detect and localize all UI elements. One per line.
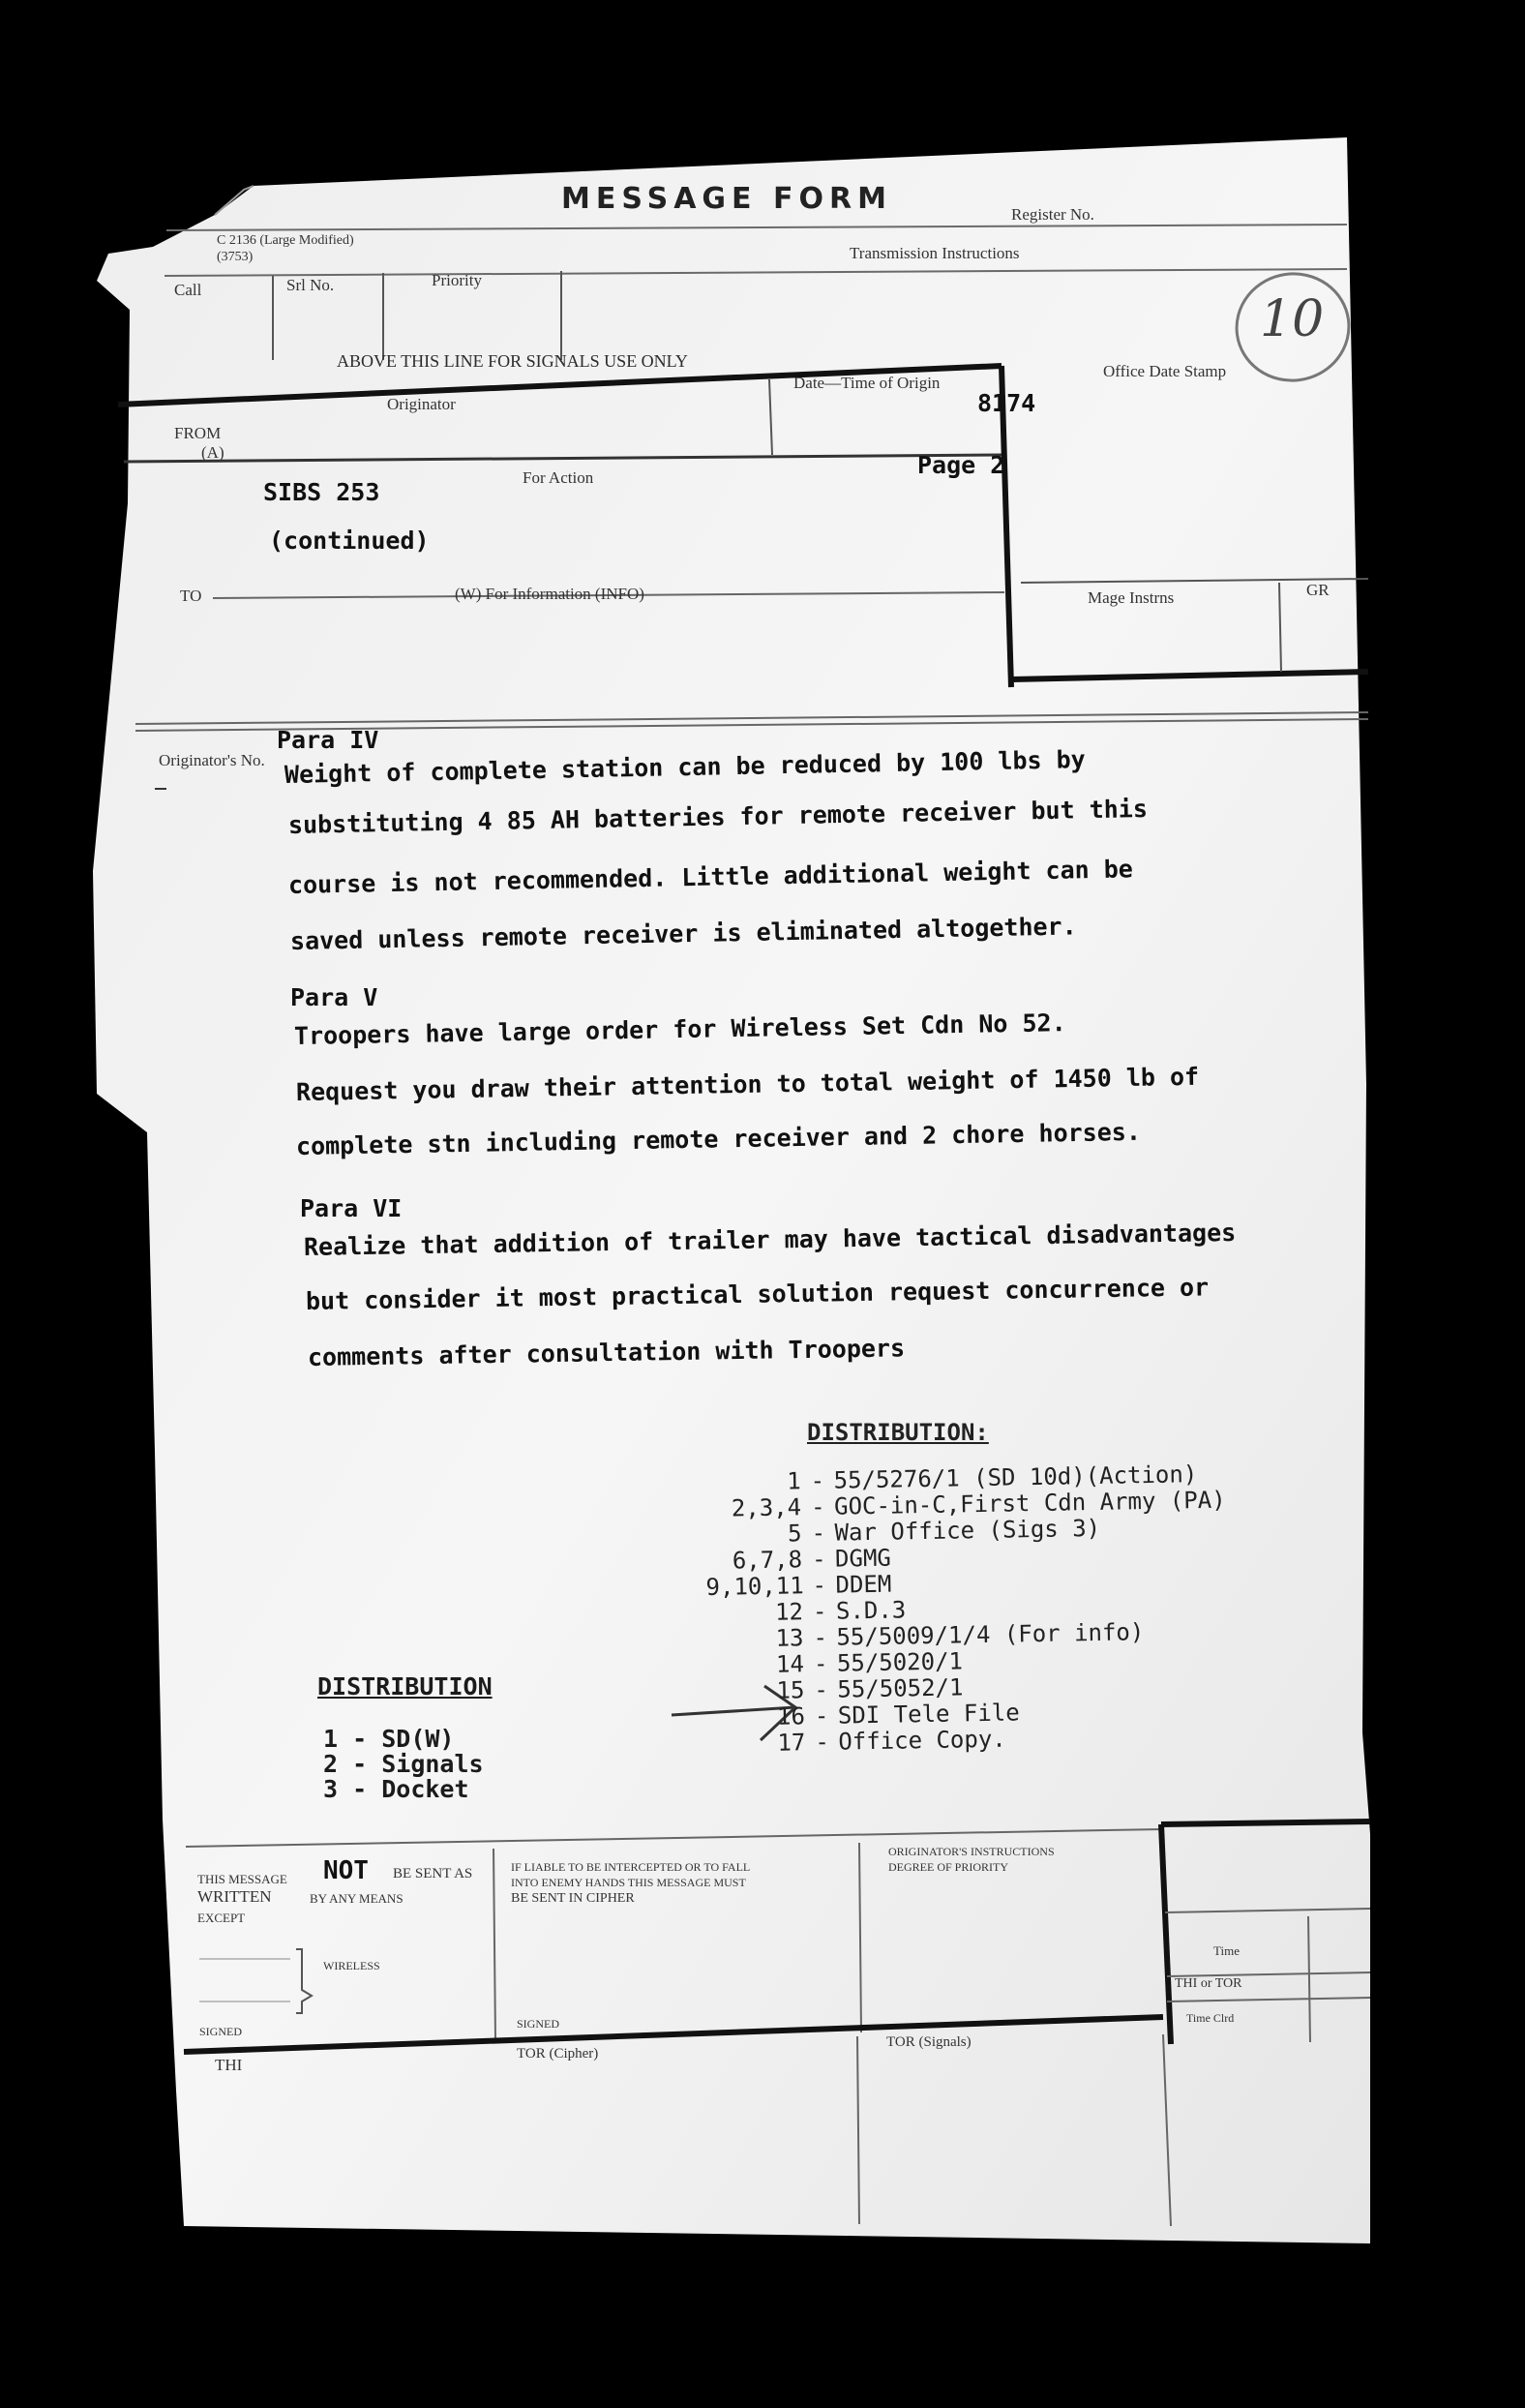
handwritten-page-number: 10 — [1260, 290, 1325, 348]
transmission-label: Transmission Instructions — [850, 244, 1020, 262]
info-label: (W) For Information (INFO) — [455, 585, 644, 603]
left-distribution-entry: 3 - Docket — [323, 1775, 469, 1803]
footer-intercept-1: IF LIABLE TO BE INTERCEPTED OR TO FALL — [511, 1860, 751, 1874]
para-4-line: Weight of complete station can be reduced by 100 lbs by — [284, 745, 1086, 789]
footer-degree-priority: DEGREE OF PRIORITY — [888, 1860, 1009, 1874]
srl-label: Srl No. — [286, 276, 335, 294]
footer-except: EXCEPT — [197, 1911, 246, 1925]
footer-be-sent-as: BE SENT AS — [393, 1866, 473, 1881]
for-action-label: For Action — [523, 468, 594, 487]
footer-written: WRITTEN — [197, 1887, 272, 1906]
date-time-label: Date—Time of Origin — [793, 374, 941, 392]
footer-tor-cipher: TOR (Cipher) — [517, 2046, 599, 2062]
date-time-value: 8174 — [977, 389, 1036, 417]
from-sub-label: (A) — [201, 443, 224, 462]
mage-instrns-label: Mage Instrns — [1088, 588, 1175, 607]
office-stamp-label: Office Date Stamp — [1103, 362, 1227, 380]
call-label: Call — [174, 281, 202, 299]
to-label: TO — [180, 587, 202, 605]
footer-not-stamp: NOT — [323, 1856, 369, 1885]
footer-thi-tor: THI or TOR — [1175, 1976, 1242, 1991]
footer-wireless: WIRELESS — [323, 1959, 380, 1972]
footer-intercept-2: INTO ENEMY HANDS THIS MESSAGE MUST — [511, 1876, 746, 1889]
para-6-line: but consider it most practical solution request concurrence or — [305, 1273, 1210, 1315]
footer-by-any-means: BY ANY MEANS — [310, 1891, 404, 1906]
form-sub-code: (3753) — [217, 250, 254, 264]
register-label: Register No. — [1011, 205, 1094, 224]
para-5-heading: Para V — [290, 983, 378, 1011]
para-6-line: comments after consultation with Troopers — [307, 1334, 906, 1371]
footer-signed-2: SIGNED — [517, 2017, 559, 2031]
para-4-line: saved unless remote receiver is eliminated altogether. — [289, 912, 1077, 955]
signals-use-line: ABOVE THIS LINE FOR SIGNALS USE ONLY — [337, 351, 688, 371]
footer-originators-instructions: ORIGINATOR'S INSTRUCTIONS — [888, 1845, 1055, 1858]
para-4-heading: Para IV — [277, 726, 379, 754]
para-5-line: complete stn including remote receiver and 2 chore horses. — [295, 1117, 1142, 1160]
from-label: FROM — [174, 424, 222, 442]
page-number: Page 2 — [917, 451, 1005, 479]
continued-label: (continued) — [269, 527, 430, 555]
footer-intercept-3: BE SENT IN CIPHER — [511, 1891, 635, 1906]
originators-no-label: Originator's No. — [159, 751, 265, 769]
para-6-line: Realize that addition of trailer may have tactical disadvantages — [303, 1218, 1237, 1261]
left-distribution-entry: 2 - Signals — [323, 1750, 484, 1778]
para-6-heading: Para VI — [300, 1194, 403, 1222]
gr-label: GR — [1306, 581, 1330, 599]
addressee-value: SIBS 253 — [263, 478, 380, 506]
left-distribution-heading: DISTRIBUTION — [317, 1672, 493, 1701]
footer-time-cleared: Time Clrd — [1186, 2011, 1235, 2025]
para-5-line: Request you draw their attention to total weight of 1450 lb of — [295, 1062, 1200, 1106]
footer-signed-1: SIGNED — [199, 2025, 242, 2038]
distribution-heading: DISTRIBUTION: — [807, 1419, 989, 1446]
form-code: C 2136 (Large Modified) — [217, 233, 354, 248]
para-4-line: course is not recommended. Little additional weight can be — [287, 855, 1134, 899]
originator-label: Originator — [387, 395, 456, 413]
priority-label: Priority — [432, 271, 482, 289]
footer-this-message: THIS MESSAGE — [197, 1872, 287, 1886]
footer-thi: THI — [215, 2056, 243, 2074]
para-4-line: substituting 4 85 AH batteries for remote receiver but this — [287, 794, 1149, 839]
footer-tor-signals: TOR (Signals) — [886, 2034, 972, 2050]
footer-time-label: Time — [1213, 1943, 1240, 1958]
form-title: MESSAGE FORM — [561, 182, 892, 216]
left-distribution-entry: 1 - SD(W) — [323, 1725, 455, 1753]
para-5-line: Troopers have large order for Wireless Set Cdn No 52. — [293, 1008, 1066, 1050]
